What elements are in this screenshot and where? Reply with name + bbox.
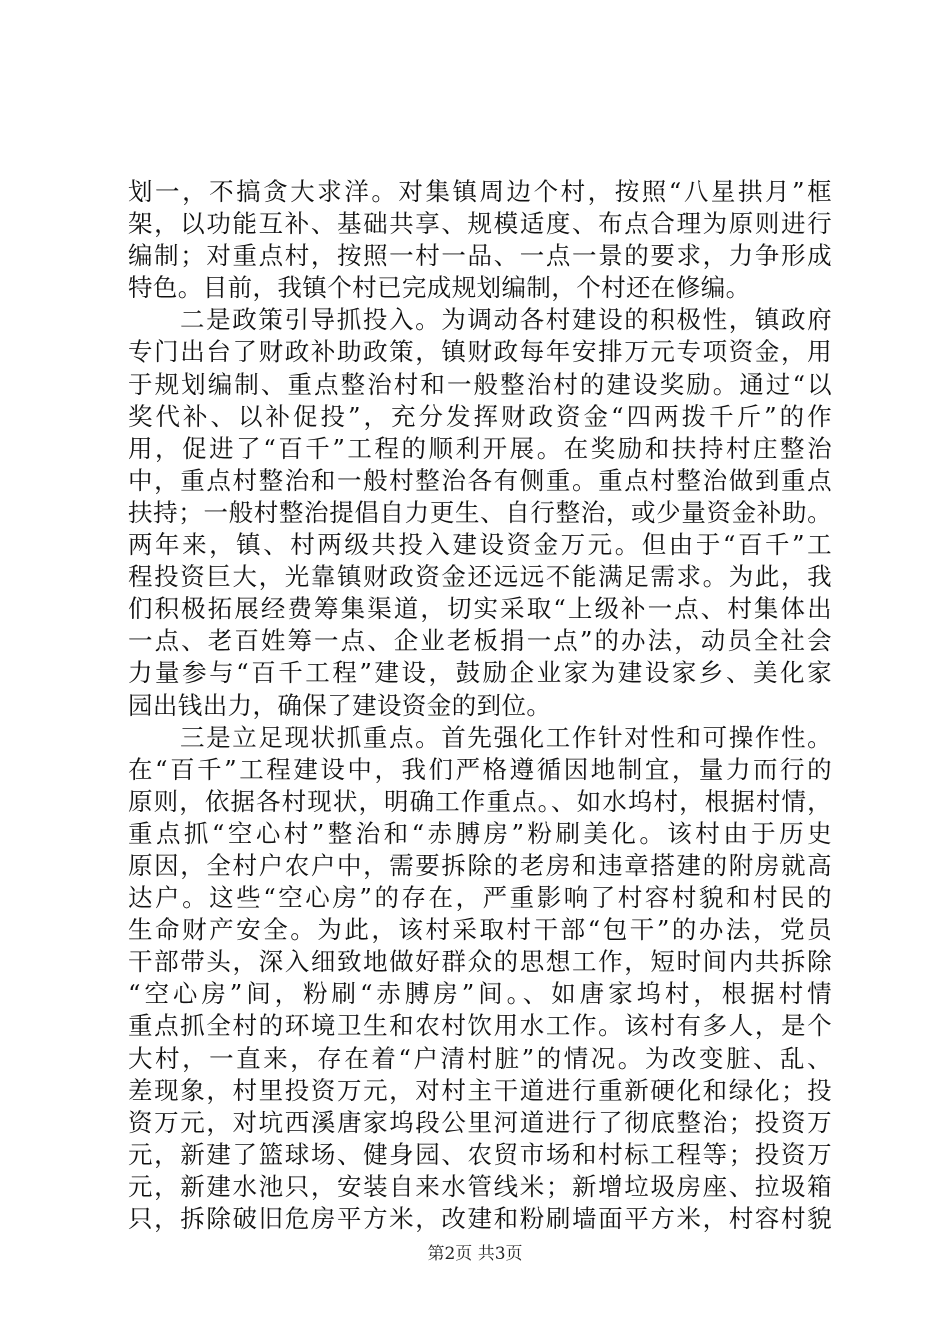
text-line: 们积极拓展经费筹集渠道，切实采取“上级补一点、村集体出 [128,594,832,624]
text-line: 达户。这些“空心房”的存在，严重影响了村容村貌和村民的 [128,883,832,913]
text-line: 二是政策引导抓投入。为调动各村建设的积极性，镇政府 [180,305,832,335]
text-line: 干部带头，深入细致地做好群众的思想工作，短时间内共拆除 [128,947,832,977]
text-line: 特色。目前，我镇个村已完成规划编制，个村还在修编。 [128,273,751,303]
text-line: 资万元，对坑西溪唐家坞段公里河道进行了彻底整治；投资万 [128,1107,832,1137]
text-line: 于规划编制、重点整治村和一般整治村的建设奖励。通过“以 [128,369,832,399]
text-line: 用，促进了“百千”工程的顺利开展。在奖励和扶持村庄整治 [128,433,832,463]
text-line: 划一，不搞贪大求洋。对集镇周边个村，按照“八星拱月”框 [128,177,832,206]
text-line: 原则，依据各村现状，明确工作重点。、如水坞村，根据村情， [128,786,832,816]
page-footer: 第2页 共3页 [427,1244,523,1264]
text-line: 奖代补、以补促投”，充分发挥财政资金“四两拨千斤”的作 [128,401,832,431]
text-line: 大村，一直来，存在着“户清村脏”的情况。为改变脏、乱、 [128,1043,832,1073]
text-line: 力量参与“百千工程”建设，鼓励企业家为建设家乡、美化家 [128,658,832,688]
text-line: 三是立足现状抓重点。首先强化工作针对性和可操作性。 [180,722,832,752]
text-line: 差现象，村里投资万元，对村主干道进行重新硬化和绿化；投 [128,1075,832,1105]
text-line: 生命财产安全。为此，该村采取村干部“包干”的办法，党员 [128,915,832,945]
text-line: 在“百千”工程建设中，我们严格遵循因地制宜，量力而行的 [128,754,832,784]
text-line: 园出钱出力，确保了建设资金的到位。 [128,690,552,720]
text-line: 原因，全村户农户中，需要拆除的老房和违章搭建的附房就高 [128,850,832,880]
text-line: 重点抓全村的环境卫生和农村饮用水工作。该村有多人，是个 [128,1011,832,1041]
body-text [128,176,832,1235]
text-line: 编制；对重点村，按照一村一品、一点一景的要求，力争形成 [128,241,832,271]
text-line: 重点抓“空心村”整治和“赤膊房”粉刷美化。该村由于历史 [128,818,832,848]
text-line: 扶持；一般村整治提倡自力更生、自行整治，或少量资金补助。 [128,497,832,527]
text-line: 架，以功能互补、基础共享、规模适度、布点合理为原则进行 [128,209,832,239]
text-line: 两年来，镇、村两级共投入建设资金万元。但由于“百千”工 [128,530,832,560]
text-line: 程投资巨大，光靠镇财政资金还远远不能满足需求。为此，我 [128,562,832,592]
text-line: “空心房”间，粉刷“赤膊房”间。、如唐家坞村，根据村情 [128,979,832,1009]
text-line: 中，重点村整治和一般村整治各有侧重。重点村整治做到重点 [128,465,832,495]
text-line: 元，新建水池只，安装自来水管线米；新增垃圾房座、拉圾箱 [128,1171,832,1201]
text-line: 一点、老百姓筹一点、企业老板捐一点”的办法，动员全社会 [128,626,832,656]
text-line: 只，拆除破旧危房平方米，改建和粉刷墙面平方米，村容村貌 [128,1204,832,1233]
text-line: 专门出台了财政补助政策，镇财政每年安排万元专项资金，用 [128,337,832,367]
text-line: 元，新建了篮球场、健身园、农贸市场和村标工程等；投资万 [128,1139,832,1169]
